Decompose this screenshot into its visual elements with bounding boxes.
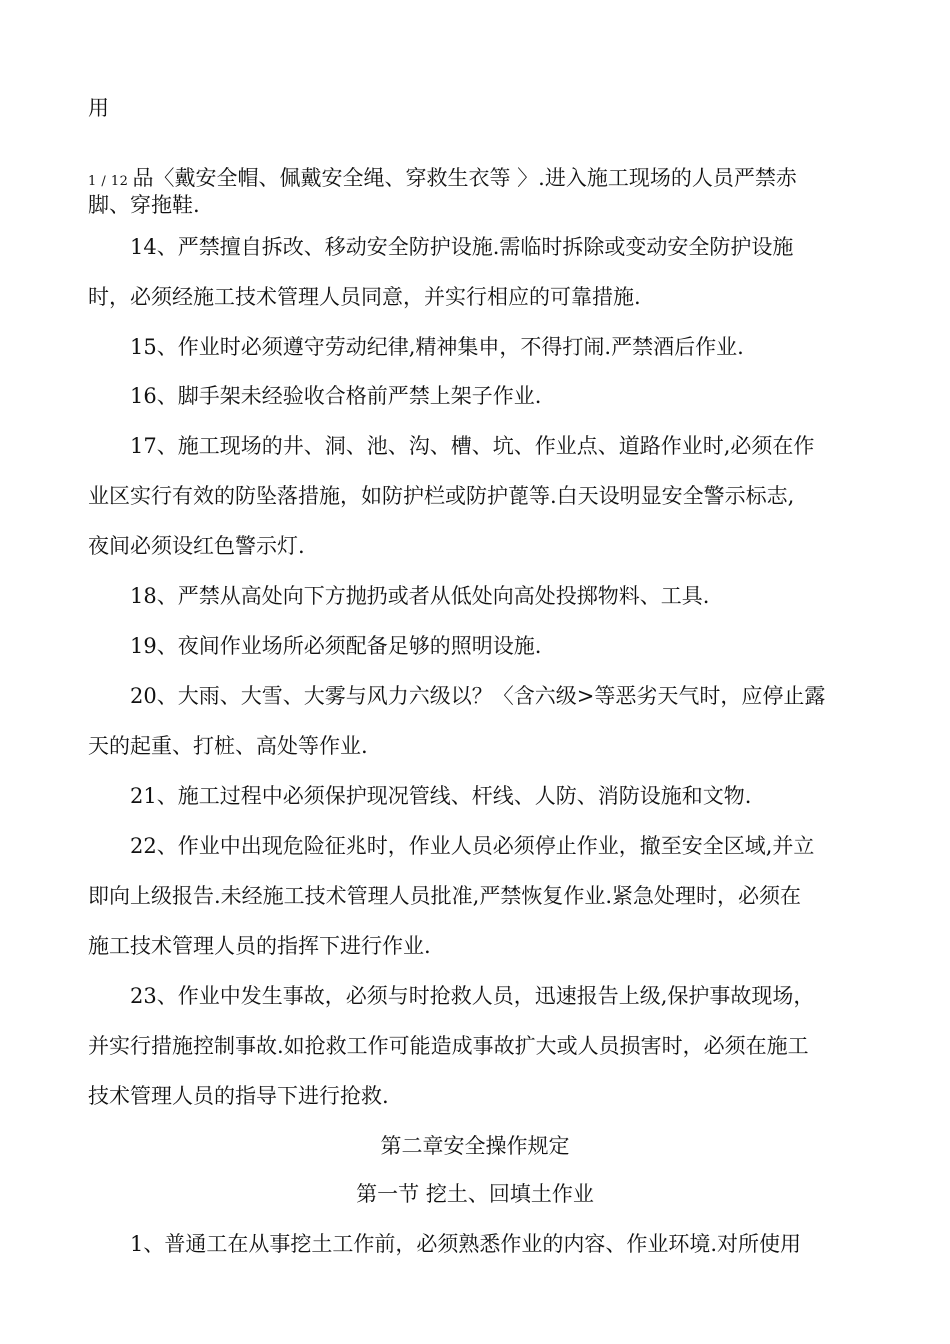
paragraph-20-line-1: 20、大雨、大雪、大雾与风力六级以？〈含六级>等恶劣天气时，应停止露 <box>130 684 826 708</box>
paragraph-15: 15、作业时必须遵守劳动纪律,精神集申，不得打闹.严禁酒后作业. <box>130 335 744 359</box>
paragraph-14-line-2: 时，必须经施工技术管理人员同意，并实行相应的可靠措施. <box>88 285 641 309</box>
continuation-line-2: 脚、穿拖鞋. <box>88 193 200 217</box>
page-number: 1 / 12 <box>88 174 129 189</box>
top-fragment: 用 <box>88 96 109 120</box>
continuation-text: 品〈戴安全帽、佩戴安全绳、穿救生衣等 〉.进入施工现场的人员严禁赤 <box>132 166 797 190</box>
section-paragraph-1: 1、普通工在从事挖土工作前，必须熟悉作业的内容、作业环境.对所使用 <box>130 1232 802 1256</box>
paragraph-17-line-1: 17、施工现场的井、洞、池、沟、槽、坑、作业点、道路作业时,必须在作 <box>130 434 815 458</box>
paragraph-18: 18、严禁从高处向下方抛扔或者从低处向高处投掷物料、工具. <box>130 584 710 608</box>
paragraph-23-line-1: 23、作业中发生事故，必须与时抢救人员，迅速报告上级,保护事故现场， <box>130 984 815 1008</box>
paragraph-14-line-1: 14、严禁擅自拆改、移动安全防护设施.需临时拆除或变动安全防护设施 <box>130 235 794 259</box>
paragraph-16: 16、脚手架未经验收合格前严禁上架子作业. <box>130 384 542 408</box>
paragraph-22-line-1: 22、作业中出现危险征兆时，作业人员必须停止作业，撤至安全区域,并立 <box>130 834 815 858</box>
paragraph-22-line-3: 施工技术管理人员的指挥下进行作业. <box>88 934 431 958</box>
paragraph-22-line-2: 即向上级报告.未经施工技术管理人员批准,严禁恢复作业.紧急处理时，必须在 <box>88 884 802 908</box>
paragraph-20-line-2: 天的起重、打桩、高处等作业. <box>88 734 368 758</box>
paragraph-17-line-3: 夜间必须设红色警示灯. <box>88 534 305 558</box>
paragraph-23-line-2: 并实行措施控制事故.如抢救工作可能造成事故扩大或人员损害时，必须在施工 <box>88 1034 809 1058</box>
paragraph-19: 19、夜间作业场所必须配备足够的照明设施. <box>130 634 542 658</box>
section-heading: 第一节 挖土、回填土作业 <box>356 1182 594 1206</box>
chapter-heading: 第二章安全操作规定 <box>380 1134 570 1158</box>
paragraph-21: 21、施工过程中必须保护现况管线、杆线、人防、消防设施和文物. <box>130 784 752 808</box>
paragraph-23-line-3: 技术管理人员的指导下进行抢救. <box>88 1084 389 1108</box>
paragraph-17-line-2: 业区实行有效的防坠落措施，如防护栏或防护蓖等.白天设明显安全警示标志, <box>88 484 795 508</box>
